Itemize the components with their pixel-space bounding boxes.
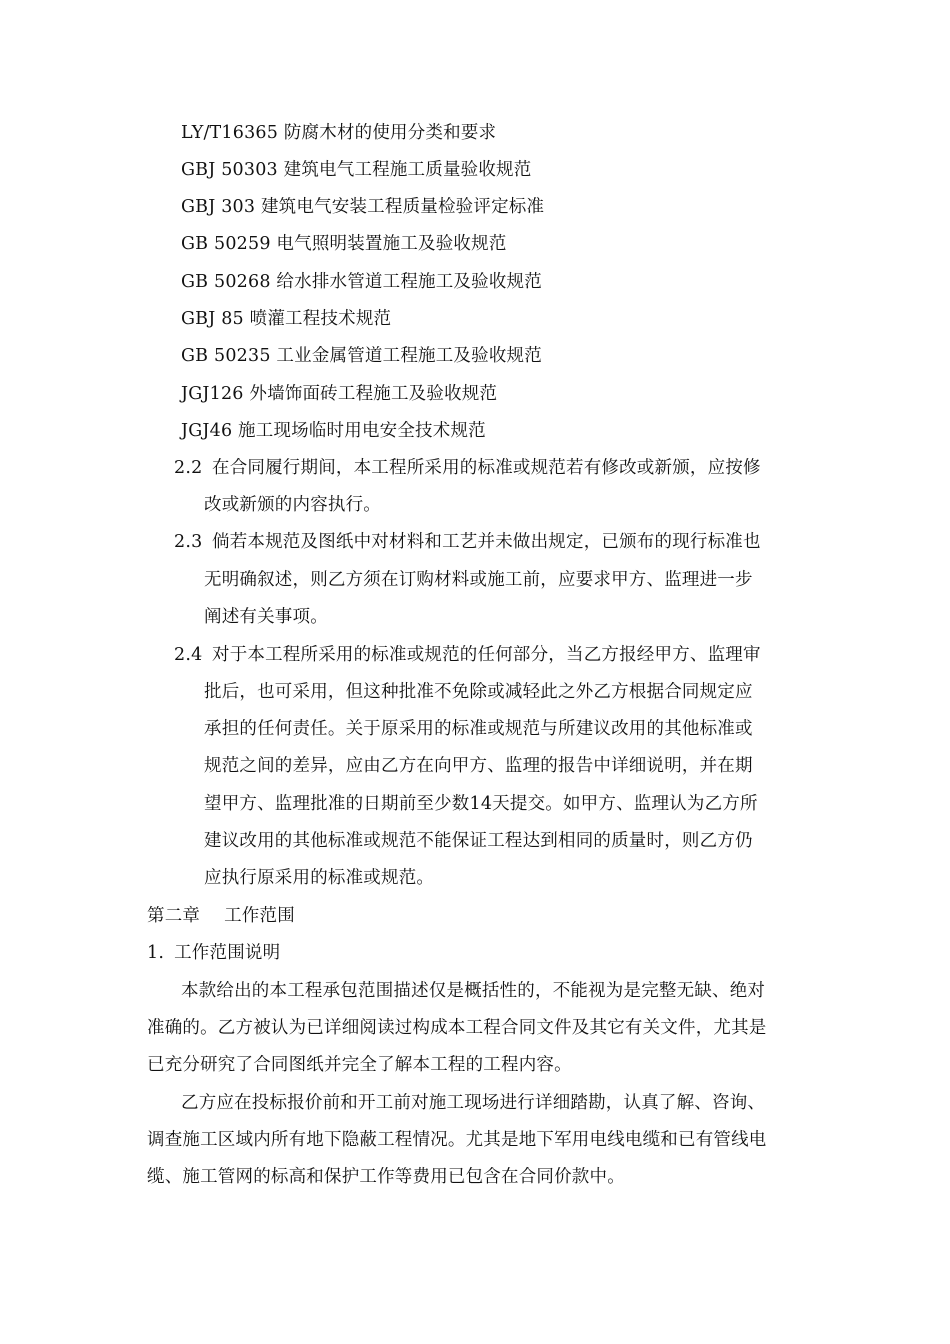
clause-line: 规范之间的差异，应由乙方在向甲方、监理的报告中详细说明，并在期 [204,756,753,776]
clause-line: 阐述有关事项。 [204,607,328,627]
standard-item: LY/T16365 防腐木材的使用分类和要求 [181,123,497,143]
standard-item: JGJ126 外墙饰面砖工程施工及验收规范 [181,384,498,404]
standard-item: GB 50268 给水排水管道工程施工及验收规范 [181,272,542,292]
standard-item: GBJ 50303 建筑电气工程施工质量验收规范 [181,160,532,180]
paragraph-line: 准确的。乙方被认为已详细阅读过构成本工程合同文件及其它有关文件，尤其是 [147,1018,767,1038]
clause-line: 批后，也可采用，但这种批准不免除或减轻此之外乙方根据合同规定应 [204,682,753,702]
chapter-title: 工作范围 [224,906,295,926]
paragraph-line: 缆、施工管网的标高和保护工作等费用已包含在合同价款中。 [147,1167,625,1187]
standard-item: GB 50259 电气照明装置施工及验收规范 [181,234,507,254]
clause-line: 建议改用的其他标准或规范不能保证工程达到相同的质量时，则乙方仍 [204,831,753,851]
paragraph-line: 乙方应在投标报价前和开工前对施工现场进行详细踏勘，认真了解、咨询、 [181,1093,766,1113]
section-title: 工作范围说明 [174,943,281,963]
clause-line: 对于本工程所采用的标准或规范的任何部分，当乙方报经甲方、监理审 [212,645,761,665]
clause-number: 2.4 [174,645,203,665]
clause-number: 2.2 [174,458,203,478]
clause-line: 应执行原采用的标准或规范。 [204,868,435,888]
chapter-number: 第二章 [147,906,201,926]
paragraph-line: 本款给出的本工程承包范围描述仅是概括性的，不能视为是完整无缺、绝对 [181,981,766,1001]
clause-line: 改或新颁的内容执行。 [204,495,381,515]
clause-line: 承担的任何责任。关于原采用的标准或规范与所建议改用的其他标准或 [204,719,753,739]
paragraph-line: 调查施工区域内所有地下隐蔽工程情况。尤其是地下军用电线电缆和已有管线电 [147,1130,767,1150]
standard-item: GB 50235 工业金属管道工程施工及验收规范 [181,346,542,366]
chapter-heading [147,904,295,928]
clause-line: 倘若本规范及图纸中对材料和工艺并未做出规定，已颁布的现行标准也 [212,532,761,552]
paragraph-line: 已充分研究了合同图纸并完全了解本工程的工程内容。 [147,1055,572,1075]
clause-line: 无明确叙述，则乙方须在订购材料或施工前，应要求甲方、监理进一步 [204,570,753,590]
clause-line: 望甲方、监理批准的日期前至少数14天提交。如甲方、监理认为乙方所 [204,794,758,814]
clause-number: 2.3 [174,532,203,552]
standard-item: GBJ 303 建筑电气安装工程质量检验评定标准 [181,197,545,217]
section-number: 1. [147,943,165,963]
clause-line: 在合同履行期间，本工程所采用的标准或规范若有修改或新颁，应按修 [212,458,761,478]
standard-item: GBJ 85 喷灌工程技术规范 [181,309,392,329]
section-heading [147,941,280,965]
standard-item: JGJ46 施工现场临时用电安全技术规范 [181,421,486,441]
